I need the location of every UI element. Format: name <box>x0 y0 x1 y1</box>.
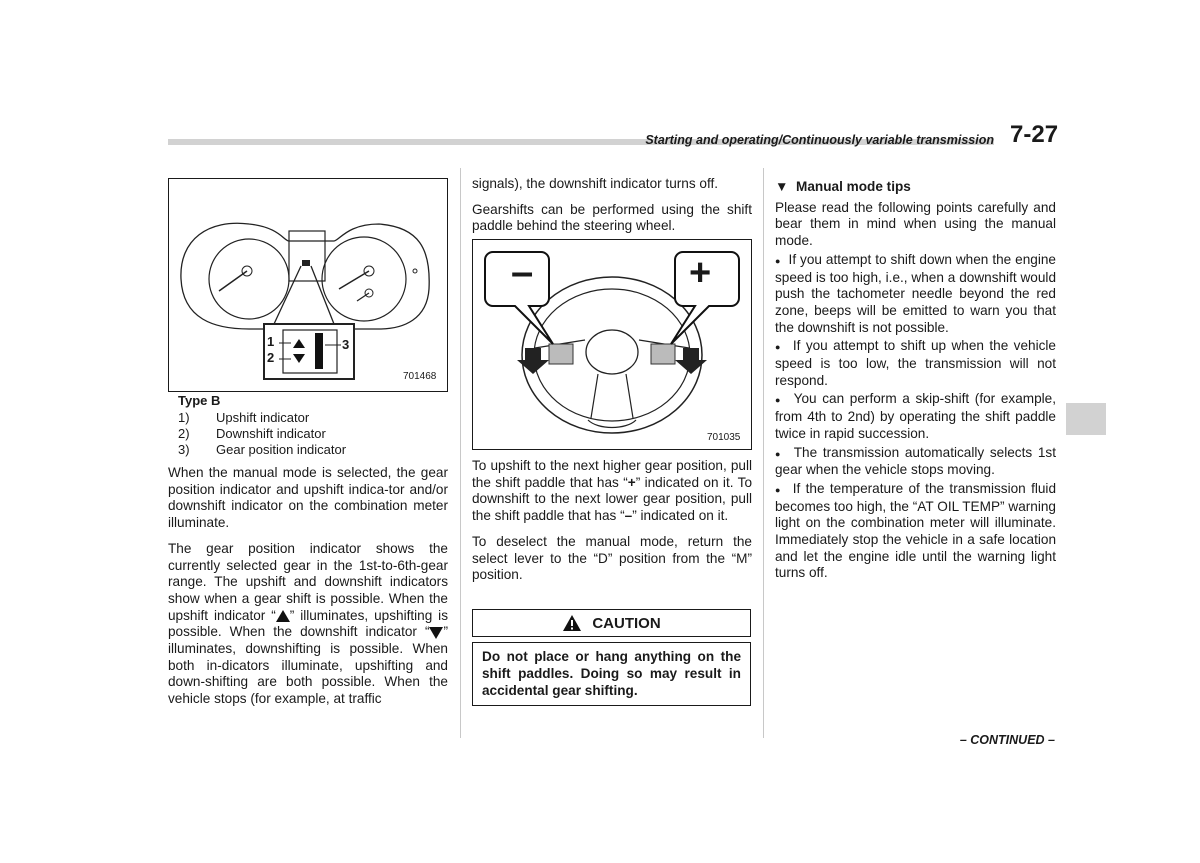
bullet-icon: ● <box>775 448 783 459</box>
column-2-bottom-text <box>472 458 752 593</box>
text-run: ” indicated on it. <box>632 508 729 524</box>
figure-caption <box>178 393 448 458</box>
caption-item <box>178 442 448 458</box>
plus-paddle-label: + <box>689 252 712 294</box>
text-run: To upshift to the next higher gear position, pull the shift paddle that has “ <box>472 458 752 490</box>
caption-item-label: Upshift indicator <box>216 410 310 425</box>
column-2-top-text <box>472 176 752 244</box>
caption-item-label: Downshift indicator <box>216 426 326 441</box>
list-item <box>775 338 1056 389</box>
text-run: The gear position indicator shows the currently selected gear in the 1st-to-6th-gear range. The upshift and downshift indicators show when a gear shift is possible. When the upshift indicator “ <box>168 540 448 623</box>
list-item <box>775 481 1056 582</box>
paragraph: When the manual mode is selected, the gear position indicator and upshift indica-tor and/or downshift indicator on the combination meter illuminate. <box>168 465 448 531</box>
column-divider-left <box>460 168 461 738</box>
downshift-triangle-icon <box>429 627 443 639</box>
paragraph <box>168 541 448 708</box>
caution-header <box>472 609 751 637</box>
warning-triangle-icon <box>562 614 582 632</box>
list-item <box>775 445 1056 479</box>
list-item-text: If the temperature of the transmission fluid becomes too high, the “AT OIL TEMP” warning light on the combination meter will illuminate. Immediately stop the vehicle in a safe location and let the engine idle until the warning light turns off. <box>775 480 1057 581</box>
column-3-text <box>775 179 1056 584</box>
text-run: ” illuminates, upshifting is possible. When the downshift indicator “ <box>168 607 448 640</box>
caption-item-number: 1) <box>178 410 190 425</box>
text-run: ” indicated on it. To downshift to the next lower gear position, pull the shift paddle that has “ <box>472 474 752 524</box>
caption-item-number: 2) <box>178 426 190 441</box>
caption-item <box>178 410 448 426</box>
caption-item-label: Gear position indicator <box>216 442 347 457</box>
combination-meter-illustration <box>169 179 447 391</box>
running-header-title: Starting and operating/Continuously variable transmission <box>645 133 994 147</box>
steering-wheel-figure <box>472 239 752 450</box>
list-item <box>775 391 1056 442</box>
paragraph: Gearshifts can be performed using the shift paddle behind the steering wheel. <box>472 201 752 234</box>
list-item-text: If you attempt to shift up when the vehicle speed is too low, the transmission will not respond. <box>775 338 1056 388</box>
chapter-tab <box>1066 403 1106 435</box>
minus-paddle-label: – <box>511 250 534 294</box>
caution-heading: CAUTION <box>592 614 661 632</box>
bullet-icon: ● <box>775 342 783 353</box>
bullet-icon: ● <box>775 484 783 495</box>
bullet-icon: ● <box>775 255 781 266</box>
callout-3: 3 <box>342 337 350 352</box>
list-item-text: You can perform a skip-shift (for example, from 4th to 2nd) by operating the shift paddle twice in rapid succession. <box>775 391 1057 441</box>
paragraph: To deselect the manual mode, return the select lever to the “D” position from the “M” position. <box>472 533 752 583</box>
plus-symbol: + <box>627 474 636 490</box>
column-1-text <box>168 465 448 717</box>
list-item-text: If you attempt to shift down when the engine speed is too high, i.e., when a downshift would push the tachometer needle beyond the red zone, beeps will be emitted to warn you that the downshift is not possible. <box>775 251 1056 335</box>
bullet-icon: ● <box>775 395 783 406</box>
caution-box <box>472 609 751 706</box>
caption-item-number: 3) <box>178 442 190 457</box>
paragraph <box>472 458 752 525</box>
callout-2: 2 <box>267 350 275 365</box>
figure-code: 701468 <box>403 371 437 382</box>
triangle-down-icon: ▼ <box>775 179 789 194</box>
column-divider-right <box>763 168 764 738</box>
minus-symbol: – <box>624 508 633 524</box>
caption-title: Type B <box>178 393 221 408</box>
caution-text: Do not place or hang anything on the shift paddles. Doing so may result in accidental gear shifting. <box>472 642 751 706</box>
figure-code: 701035 <box>707 432 741 443</box>
section-heading-text: Manual mode tips <box>796 179 911 194</box>
upshift-triangle-icon <box>276 610 290 622</box>
callout-1: 1 <box>267 334 275 349</box>
page-number: 7-27 <box>1010 121 1059 148</box>
list-item-text: The transmission automatically selects 1st gear when the vehicle stops moving. <box>775 444 1057 478</box>
combination-meter-figure <box>168 178 448 392</box>
caption-item <box>178 426 448 442</box>
section-heading <box>775 179 1056 196</box>
paragraph: signals), the downshift indicator turns off. <box>472 176 719 191</box>
list-item <box>775 252 1056 337</box>
continued-note: – CONTINUED – <box>959 733 1055 747</box>
text-run: ” illuminates, downshifting is possible. When both in-dicators illuminate, upshifting and down-shifting are both possible. When the vehicle stops (for example, at traffic <box>168 624 448 707</box>
paragraph: Please read the following points carefully and bear them in mind when using the manual mode. <box>775 199 1056 249</box>
